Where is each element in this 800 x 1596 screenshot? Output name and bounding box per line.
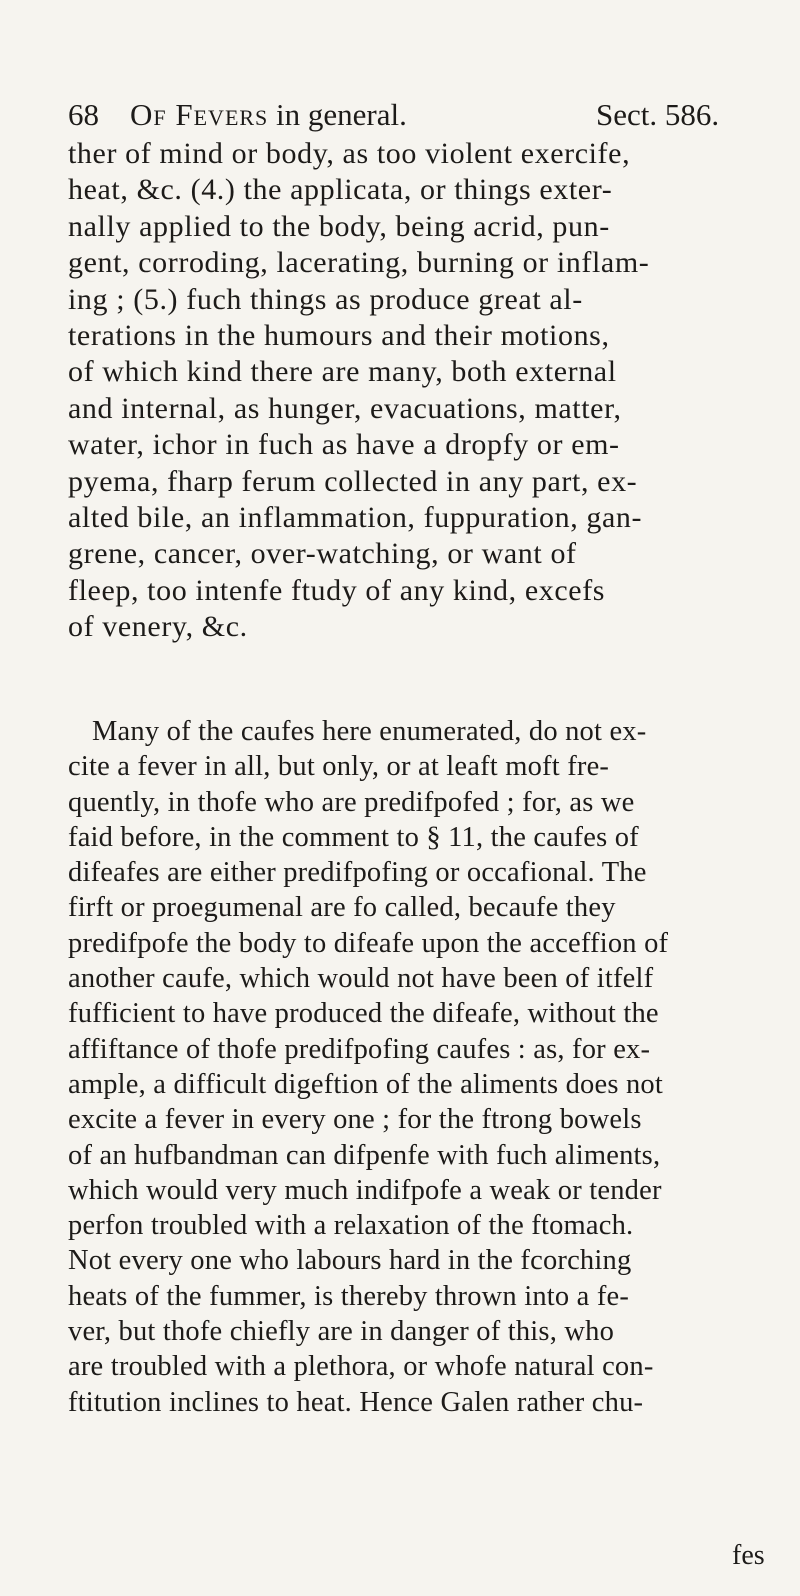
- paragraph-continued: [68, 136, 773, 645]
- text-line: excite a fever in every one ; for the ftrong bowels: [68, 1104, 642, 1136]
- text-line: of which kind there are many, both external: [68, 355, 617, 389]
- text-line: grene, cancer, over-watching, or want of: [68, 537, 577, 571]
- text-line: pyema, fharp ferum collected in any part, ex-: [68, 464, 638, 498]
- text-line: Many of the caufes here enumerated, do not ex-: [92, 716, 647, 747]
- text-line: ftitution inclines to heat. Hence Galen rather chu-: [68, 1386, 644, 1418]
- running-head: [68, 93, 768, 137]
- text-line: faid before, in the comment to § 11, the caufes of: [68, 821, 639, 853]
- text-line: heats of the fummer, is thereby thrown into a fe-: [68, 1280, 630, 1312]
- text-line: perfon troubled with a relaxation of the ftomach.: [68, 1210, 634, 1242]
- text-line: quently, in thofe who are predifpofed ; for, as we: [68, 786, 635, 818]
- text-line: and internal, as hunger, evacuations, matter,: [68, 391, 622, 425]
- text-line: difeafes are either predifpofing or occafional. The: [68, 857, 647, 889]
- text-line: fufficient to have produced the difeafe, without the: [68, 998, 659, 1030]
- text-line: gent, corroding, lacerating, burning or inflam-: [68, 246, 650, 280]
- text-line: of venery, &c.: [68, 610, 248, 644]
- text-line: terations in the humours and their motions,: [68, 318, 610, 352]
- running-title-small-caps: Of Fevers: [130, 97, 269, 132]
- text-line: which would very much indifpofe a weak or tender: [68, 1174, 662, 1206]
- text-line: water, ichor in fuch as have a dropfy or em-: [68, 428, 620, 462]
- paragraph-commentary: [68, 714, 773, 1420]
- section-reference: Sect. 586.: [596, 97, 720, 132]
- text-line: ing ; (5.) fuch things as produce great al-: [68, 282, 583, 316]
- text-line: ver, but thofe chiefly are in danger of this, who: [68, 1316, 615, 1348]
- text-line: Not every one who labours hard in the fcorching: [68, 1245, 632, 1277]
- running-title: [130, 93, 407, 137]
- text-line: cite a fever in all, but only, or at leaft moft fre-: [68, 751, 610, 783]
- text-line: another caufe, which would not have been of itfelf: [68, 963, 654, 995]
- text-line: heat, &c. (4.) the applicata, or things exter-: [68, 173, 613, 207]
- catchword: fes: [732, 1540, 765, 1571]
- text-line: alted bile, an inflammation, fuppuration, gan-: [68, 500, 643, 534]
- text-line: affiftance of thofe predifpofing caufes : as, for ex-: [68, 1033, 651, 1065]
- text-line: ample, a difficult digeftion of the aliments does not: [68, 1068, 663, 1100]
- text-line: ther of mind or body, as too violent exercife,: [68, 137, 631, 170]
- running-title-rest: in general.: [268, 97, 407, 132]
- text-line: nally applied to the body, being acrid, pun-: [68, 209, 610, 243]
- text-line: predifpofe the body to difeafe upon the acceffion of: [68, 927, 669, 959]
- page-number: 68: [68, 97, 99, 132]
- text-line: fleep, too intenfe ftudy of any kind, excefs: [68, 573, 606, 607]
- text-line: of an hufbandman can difpenfe with fuch aliments,: [68, 1139, 661, 1171]
- text-line: firft or proegumenal are fo called, becaufe they: [68, 892, 616, 924]
- text-line: are troubled with a plethora, or whofe natural con-: [68, 1351, 654, 1383]
